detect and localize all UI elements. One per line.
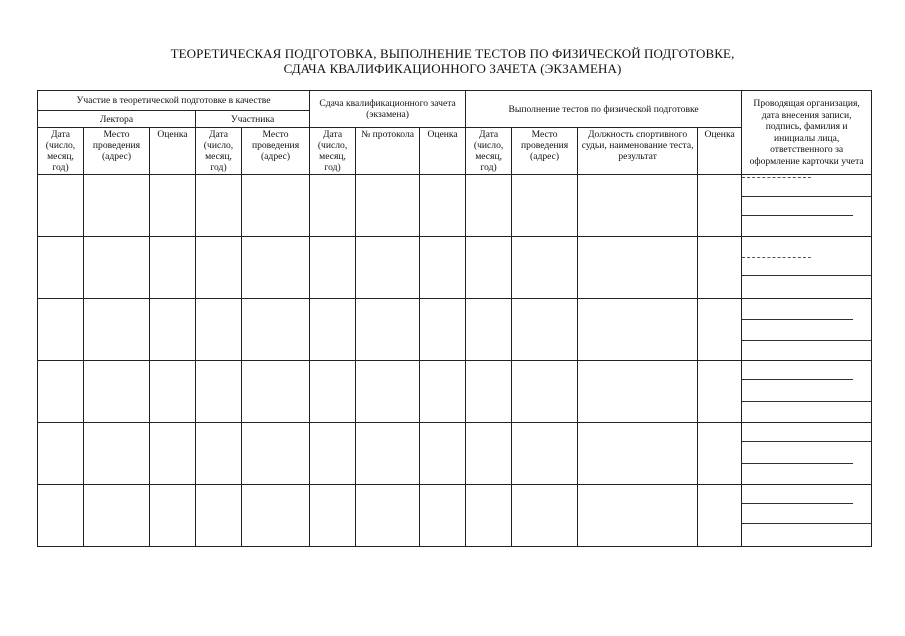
header-date-tests: Дата (число, месяц, год)	[466, 128, 512, 175]
header-place-participant: Место проведения (адрес)	[242, 128, 310, 175]
cell[interactable]	[698, 423, 742, 485]
cell[interactable]	[356, 175, 420, 237]
cell[interactable]	[698, 361, 742, 423]
cell[interactable]	[356, 361, 420, 423]
signature-cell[interactable]	[742, 361, 872, 423]
cell[interactable]	[466, 361, 512, 423]
header-tests-group: Выполнение тестов по физической подготовке	[466, 91, 742, 128]
header-protocol-exam: № протокола	[356, 128, 420, 175]
cell[interactable]	[420, 299, 466, 361]
cell[interactable]	[310, 237, 356, 299]
cell[interactable]	[420, 423, 466, 485]
header-participant: Участника	[196, 111, 310, 128]
signature-line	[742, 215, 853, 216]
signature-line	[742, 379, 853, 380]
cell[interactable]	[466, 237, 512, 299]
cell[interactable]	[150, 237, 196, 299]
cell[interactable]	[466, 423, 512, 485]
cell[interactable]	[420, 361, 466, 423]
cell[interactable]	[356, 485, 420, 547]
header-grade-exam: Оценка	[420, 128, 466, 175]
cell[interactable]	[310, 423, 356, 485]
cell[interactable]	[242, 485, 310, 547]
cell[interactable]	[310, 299, 356, 361]
cell[interactable]	[150, 175, 196, 237]
signature-line	[742, 196, 871, 197]
header-date-participant: Дата (число, месяц, год)	[196, 128, 242, 175]
header-organization: Проводящая организация, дата внесения записи, подпись, фамилия и инициалы лица, ответственного за оформление карточки учета	[742, 91, 872, 175]
cell[interactable]	[196, 237, 242, 299]
signature-line	[742, 463, 853, 464]
signature-cell[interactable]	[742, 175, 872, 237]
cell[interactable]	[150, 485, 196, 547]
cell[interactable]	[310, 175, 356, 237]
header-date-exam: Дата (число, месяц, год)	[310, 128, 356, 175]
cell[interactable]	[466, 485, 512, 547]
header-position-tests: Должность спортивного судьи, наименование теста, результат	[578, 128, 698, 175]
cell[interactable]	[578, 237, 698, 299]
table-row	[38, 361, 872, 423]
cell[interactable]	[698, 175, 742, 237]
cell[interactable]	[578, 299, 698, 361]
table-row	[38, 175, 872, 237]
cell[interactable]	[196, 361, 242, 423]
cell[interactable]	[38, 237, 84, 299]
cell[interactable]	[512, 299, 578, 361]
cell[interactable]	[242, 237, 310, 299]
cell[interactable]	[242, 175, 310, 237]
cell[interactable]	[698, 237, 742, 299]
cell[interactable]	[242, 299, 310, 361]
cell[interactable]	[196, 485, 242, 547]
cell[interactable]	[466, 299, 512, 361]
cell[interactable]	[150, 423, 196, 485]
header-grade-lecturer: Оценка	[150, 128, 196, 175]
cell[interactable]	[578, 423, 698, 485]
cell[interactable]	[512, 237, 578, 299]
title-line-1: ТЕОРЕТИЧЕСКАЯ ПОДГОТОВКА, ВЫПОЛНЕНИЕ ТЕСТОВ ПО ФИЗИЧЕСКОЙ ПОДГОТОВКЕ,	[170, 46, 735, 61]
cell[interactable]	[38, 361, 84, 423]
cell[interactable]	[84, 237, 150, 299]
signature-cell[interactable]	[742, 299, 872, 361]
signature-cell[interactable]	[742, 423, 872, 485]
signature-line	[742, 523, 871, 524]
signature-cell[interactable]	[742, 237, 872, 299]
header-exam-group: Сдача квалификационного зачета (экзамена)	[310, 91, 466, 128]
cell[interactable]	[196, 299, 242, 361]
cell[interactable]	[420, 485, 466, 547]
header-place-tests: Место проведения (адрес)	[512, 128, 578, 175]
table-row	[38, 423, 872, 485]
cell[interactable]	[698, 299, 742, 361]
cell[interactable]	[38, 175, 84, 237]
cell[interactable]	[420, 175, 466, 237]
signature-line	[742, 319, 853, 320]
signature-line	[742, 177, 811, 178]
cell[interactable]	[698, 485, 742, 547]
cell[interactable]	[512, 423, 578, 485]
cell[interactable]	[84, 485, 150, 547]
cell[interactable]	[356, 299, 420, 361]
cell[interactable]	[196, 423, 242, 485]
table-row	[38, 299, 872, 361]
cell[interactable]	[512, 175, 578, 237]
cell[interactable]	[84, 299, 150, 361]
cell[interactable]	[84, 423, 150, 485]
cell[interactable]	[512, 485, 578, 547]
cell[interactable]	[578, 361, 698, 423]
header-lecturer: Лектора	[38, 111, 196, 128]
cell[interactable]	[420, 237, 466, 299]
cell[interactable]	[38, 485, 84, 547]
signature-line	[742, 441, 871, 442]
signature-line	[742, 257, 811, 258]
signature-line	[742, 503, 853, 504]
cell[interactable]	[150, 299, 196, 361]
cell[interactable]	[38, 299, 84, 361]
cell[interactable]	[466, 175, 512, 237]
cell[interactable]	[578, 485, 698, 547]
cell[interactable]	[84, 361, 150, 423]
signature-line	[742, 401, 871, 402]
cell[interactable]	[196, 175, 242, 237]
header-date-lecturer: Дата (число, месяц, год)	[38, 128, 84, 175]
cell[interactable]	[310, 485, 356, 547]
signature-line	[742, 340, 871, 341]
title-line-2: СДАЧА КВАЛИФИКАЦИОННОГО ЗАЧЕТА (ЭКЗАМЕНА)	[283, 61, 622, 76]
cell[interactable]	[84, 175, 150, 237]
record-table	[37, 90, 872, 547]
cell[interactable]	[578, 175, 698, 237]
cell[interactable]	[512, 361, 578, 423]
cell[interactable]	[38, 423, 84, 485]
cell[interactable]	[356, 237, 420, 299]
cell[interactable]	[356, 423, 420, 485]
signature-line	[742, 275, 871, 276]
header-theory-group: Участие в теоретической подготовке в качестве	[38, 91, 310, 111]
header-grade-tests: Оценка	[698, 128, 742, 175]
cell[interactable]	[310, 361, 356, 423]
cell[interactable]	[242, 361, 310, 423]
table-row	[38, 485, 872, 547]
header-place-lecturer: Место проведения (адрес)	[84, 128, 150, 175]
document-title	[0, 46, 905, 76]
cell[interactable]	[150, 361, 196, 423]
cell[interactable]	[242, 423, 310, 485]
signature-cell[interactable]	[742, 485, 872, 547]
table-row	[38, 237, 872, 299]
